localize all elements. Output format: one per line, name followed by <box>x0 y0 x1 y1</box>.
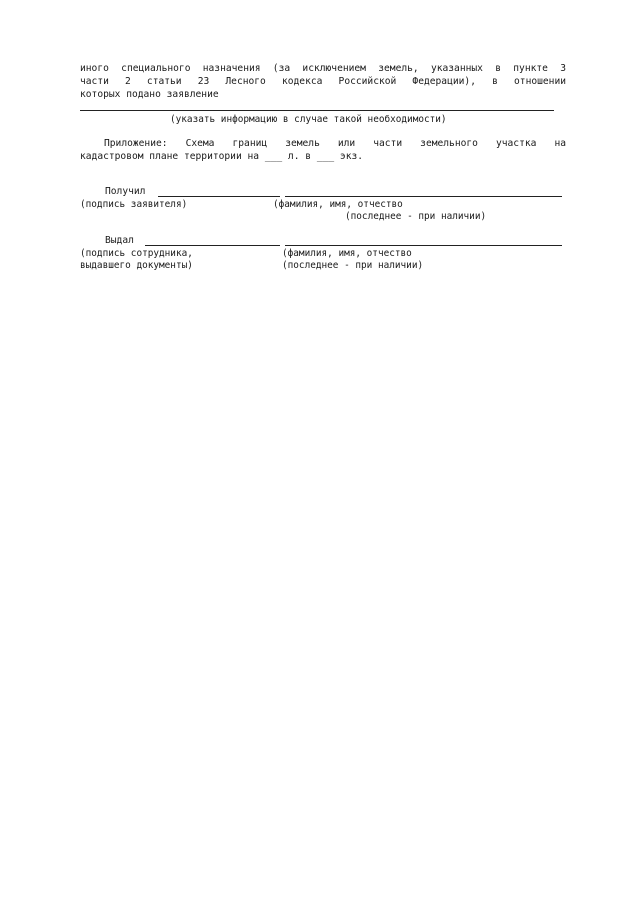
issued-label: Выдал <box>105 235 134 246</box>
issued-name-line <box>285 245 562 246</box>
received-name-line <box>285 196 562 197</box>
attachment-line-1 <box>80 137 566 150</box>
paragraph-line-2: части 2 статьи 23 Лесного кодекса Российской Федерации), в отношении <box>80 76 566 87</box>
paragraph-line-3: которых подано заявление <box>80 89 219 100</box>
received-sign-caption: (подпись заявителя) <box>80 199 188 210</box>
paragraph-line-1: иного специального назначения (за исключением земель, указанных в пункте 3 <box>80 63 566 74</box>
attachment-line-1-text: Приложение: Схема границ земель или части земельного участка на <box>104 138 566 149</box>
attachment-line-2: кадастровом плане территории на ___ л. в ___ экз. <box>80 151 364 162</box>
issued-name-caption-1: (фамилия, имя, отчество <box>282 248 412 259</box>
info-caption: (указать информацию в случае такой необходимости) <box>170 114 447 125</box>
received-label: Получил <box>105 186 146 197</box>
info-line <box>80 110 554 111</box>
issued-sign-line <box>145 245 280 246</box>
issued-sign-caption-2: выдавшего документы) <box>80 260 193 271</box>
received-name-caption-1: (фамилия, имя, отчество <box>273 199 403 210</box>
received-name-caption-2: (последнее - при наличии) <box>345 211 487 222</box>
issued-name-caption-2: (последнее - при наличии) <box>282 260 424 271</box>
received-sign-line <box>158 196 280 197</box>
issued-sign-caption-1: (подпись сотрудника, <box>80 248 193 259</box>
